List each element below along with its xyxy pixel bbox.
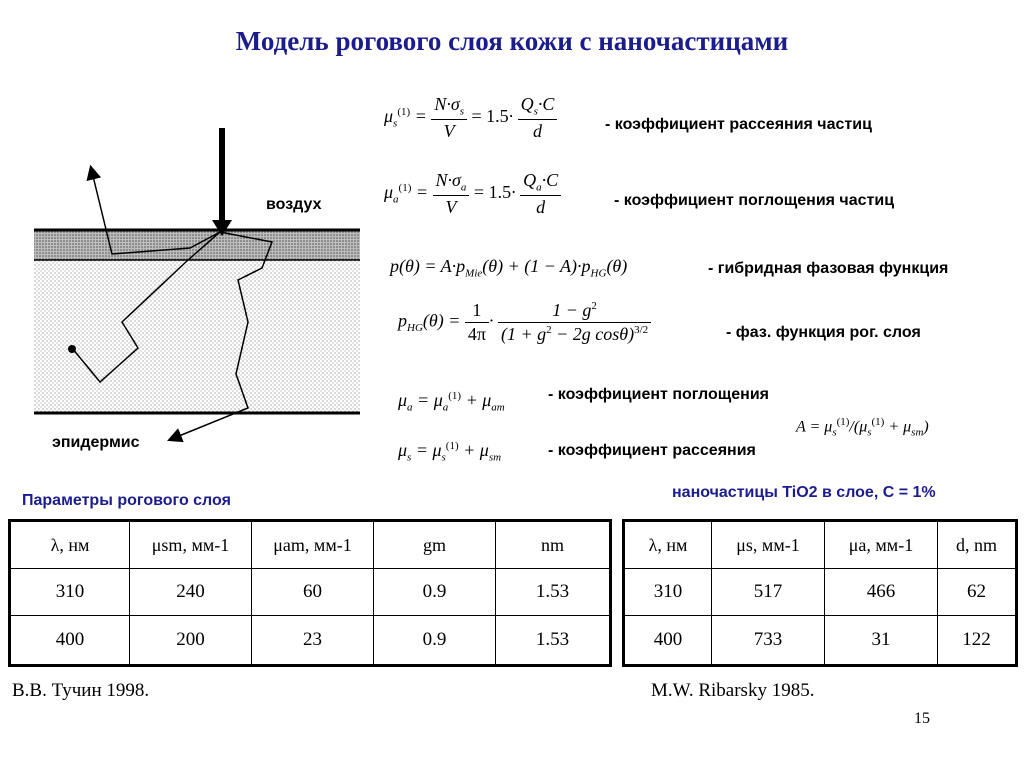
formula-mu-a: $\mu_a = \mu_a^{(1)} + \mu_{am}$	[398, 390, 505, 414]
left-table-header: gm	[374, 521, 496, 569]
table-row	[624, 616, 1017, 666]
right-table-header: μs, мм-1	[712, 521, 825, 569]
absorption-point	[68, 345, 76, 353]
formula-mu-a1: $\mu_a^{(1)}$ = $\frac{N\cdot\sigma_a}{V}$ = 1.5· $\frac{Q_a\cdot C}{d}$	[384, 170, 561, 218]
table-cell: 23	[252, 616, 374, 666]
skin-layer-diagram	[30, 120, 370, 450]
coef-1-5: 1.5	[486, 105, 509, 126]
right-table-header: μa, мм-1	[825, 521, 938, 569]
stratum-corneum-params-table	[8, 519, 612, 667]
table-cell: 1.53	[496, 569, 611, 616]
coef-1-5-b: 1.5	[488, 181, 512, 202]
right-table-header: d, nm	[938, 521, 1017, 569]
table-cell: 466	[825, 569, 938, 616]
table-cell: 1.53	[496, 616, 611, 666]
hg-exponent: 3/2	[634, 324, 649, 336]
table-cell: 0.9	[374, 569, 496, 616]
table-row	[624, 569, 1017, 616]
table-cell: 400	[624, 616, 712, 666]
formula-mu-s: $\mu_s = \mu_s^{(1)} + \mu_{sm}$	[398, 440, 502, 464]
table-cell: 0.9	[374, 616, 496, 666]
mu-s1-description: - коэффициент рассеяния частиц	[605, 116, 872, 133]
table-cell: 200	[130, 616, 252, 666]
table-cell: 310	[624, 569, 712, 616]
right-table-header: λ, нм	[624, 521, 712, 569]
right-table-reference: M.W. Ribarsky 1985.	[651, 680, 815, 701]
table-cell: 517	[712, 569, 825, 616]
left-table-header: λ, нм	[10, 521, 130, 569]
table-cell: 310	[10, 569, 130, 616]
mu-a1-description: - коэффициент поглощения частиц	[614, 192, 895, 209]
formula-A: $A = \mu_s^{(1)}/(\mu_s^{(1)} + \mu_{sm})$	[796, 416, 929, 439]
formula-mu-s1: $\mu_s^{(1)}$ = $\frac{N\cdot\sigma_s}{V}$ = 1.5· $\frac{Q_s\cdot C}{d}$	[384, 94, 557, 142]
hg-denominator-4pi: 4π	[467, 324, 486, 344]
epidermis-label: эпидермис	[52, 434, 140, 451]
page-title: Модель рогового слоя кожи с наночастицами	[235, 26, 789, 56]
mu-s-description: - коэффициент рассеяния	[548, 442, 756, 459]
table-cell: 122	[938, 616, 1017, 666]
left-table-caption: Параметры рогового слоя	[22, 492, 231, 509]
nanoparticle-params-table	[622, 519, 1018, 667]
epidermis-layer	[34, 260, 360, 413]
hg-description: - фаз. функция рог. слоя	[726, 324, 921, 341]
phase-description: - гибридная фазовая функция	[708, 260, 949, 277]
page-number: 15	[914, 710, 930, 727]
table-cell: 733	[712, 616, 825, 666]
right-table-caption-text: наночастицы TiO2 в слое, C = 1%	[672, 484, 936, 501]
left-table-header: nm	[496, 521, 611, 569]
table-cell: 31	[825, 616, 938, 666]
mu-a-description: - коэффициент поглощения	[548, 386, 769, 403]
table-cell: 62	[938, 569, 1017, 616]
left-table-reference: В.В. Тучин 1998.	[12, 680, 150, 701]
table-cell: 240	[130, 569, 252, 616]
table-row	[10, 569, 611, 616]
hg-numerator-one: 1	[465, 300, 489, 323]
air-label: воздух	[266, 196, 322, 213]
formula-hybrid-phase: $p(\theta) = A\cdot p_{Mie}(\theta) + (1 - A)\cdot p_{HG}(\theta)$	[390, 256, 628, 280]
table-cell: 60	[252, 569, 374, 616]
formula-hg-phase: $p_{HG}(\theta)$ = $\frac{1}{4\pi}$ · $\frac{1 - g^2}{(1 + g^2 - 2g \cos\theta)^{3/2}}$	[398, 300, 651, 345]
right-table-caption	[672, 484, 936, 502]
left-table-header: μam, мм-1	[252, 521, 374, 569]
left-table-header: μsm, мм-1	[130, 521, 252, 569]
table-row	[10, 616, 611, 666]
table-cell: 400	[10, 616, 130, 666]
